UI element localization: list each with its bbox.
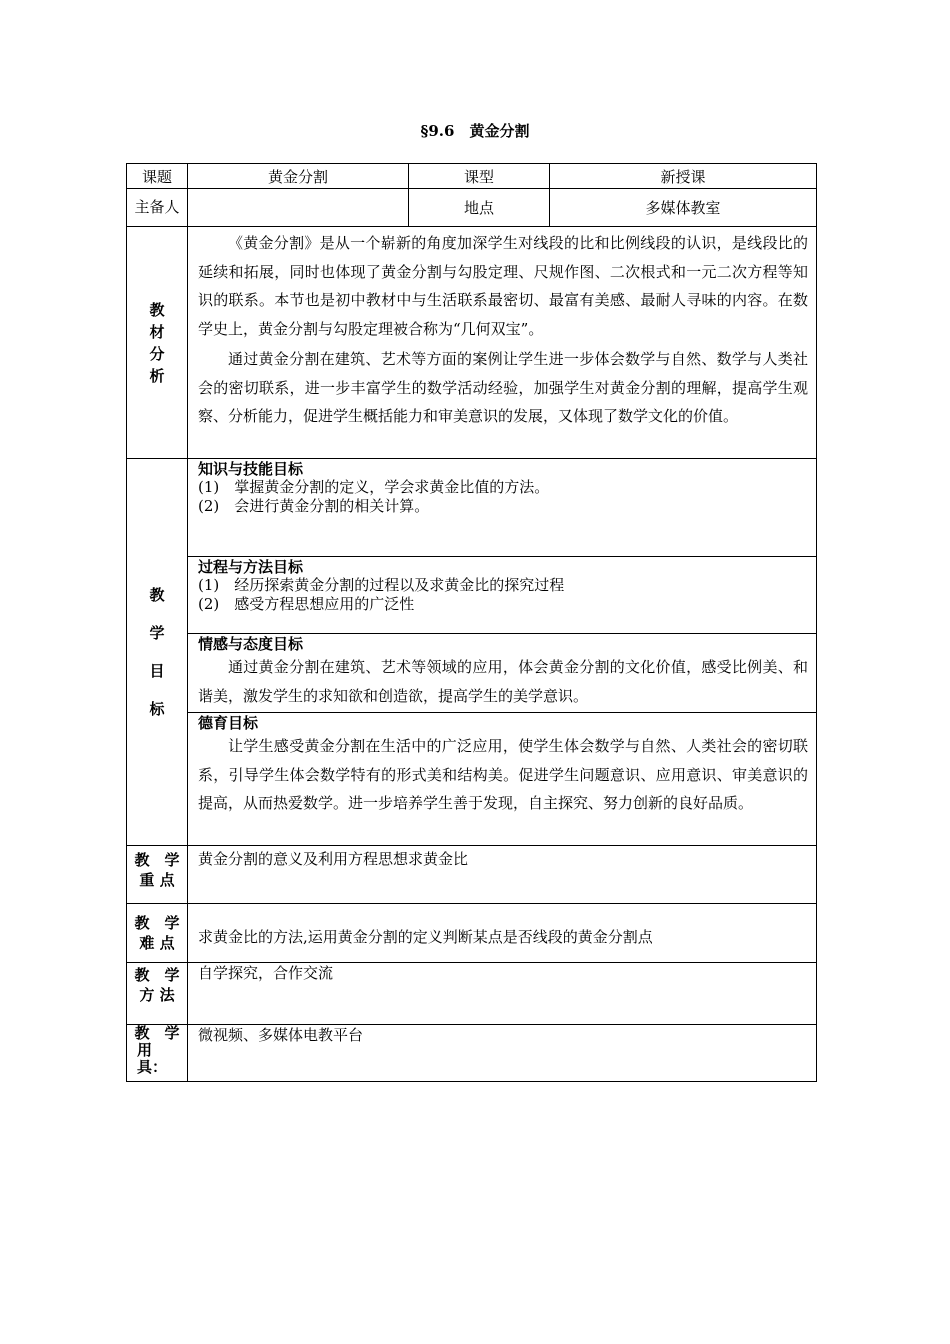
goals-moral-row: [127, 713, 817, 846]
goals-emotion-row: [127, 634, 817, 713]
analysis-row: [127, 227, 817, 459]
methods-value: 自学探究，合作交流: [188, 963, 817, 1025]
tools-label: 教 学 用 具：: [127, 1025, 188, 1082]
goals-process-row: [127, 557, 817, 634]
knowledge-heading: 知识与技能目标: [198, 460, 304, 478]
knowledge-goals: [188, 459, 817, 557]
emotion-goals: [188, 634, 817, 713]
methods-row: [127, 963, 817, 1025]
moral-text: 让学生感受黄金分割在生活中的广泛应用，使学生体会数学与自然、人类社会的密切联系，引导学生体会数学特有的形式美和结构美。促进学生问题意识、应用意识、审美意识的提高，从而热爱数学。进一步培养学生善于发现，自主探究、努力创新的良好品质。: [198, 737, 808, 812]
moral-goals: [188, 713, 817, 846]
header-row-topic: [127, 164, 817, 189]
process-goals: [188, 557, 817, 634]
topic-value: 黄金分割: [188, 164, 409, 189]
type-label: 课型: [409, 164, 550, 189]
preparer-value: [188, 189, 409, 227]
emotion-text: 通过黄金分割在建筑、艺术等领域的应用，体会黄金分割的文化价值，感受比例美、和谐美，激发学生的求知欲和创造欲，提高学生的美学意识。: [198, 658, 808, 705]
tools-row: [127, 1025, 817, 1082]
type-value: 新授课: [550, 164, 817, 189]
analysis-paragraph: 通过黄金分割在建筑、艺术等方面的案例让学生进一步体会数学与自然、数学与人类社会的密切联系，进一步丰富学生的数学活动经验，加强学生对黄金分割的理解，提高学生观察、分析能力，促进学生概括能力和审美意识的发展，又体现了数学文化的价值。: [198, 350, 808, 425]
goals-knowledge-row: [127, 459, 817, 557]
key-points-row: [127, 846, 817, 904]
difficulties-label: 教 学 难 点: [127, 904, 188, 963]
lesson-plan-table: [126, 163, 817, 1082]
methods-label: 教 学 方 法: [127, 963, 188, 1025]
location-value: 多媒体教室: [550, 189, 817, 227]
analysis-paragraph: 《黄金分割》是从一个崭新的角度加深学生对线段的比和比例线段的认识，是线段比的延续和拓展，同时也体现了黄金分割与勾股定理、尺规作图、二次根式和一元二次方程等知识的联系。本节也是初中教材中与生活联系最密切、最富有美感、最耐人寻味的内容。在数学史上，黄金分割与勾股定理被合称为“几何双宝”。: [198, 234, 808, 338]
difficulties-row: [127, 904, 817, 963]
difficulties-value: 求黄金比的方法,运用黄金分割的定义判断某点是否线段的黄金分割点: [188, 904, 817, 963]
process-item: (1) 经历探索黄金分割的过程以及求黄金比的探究过程: [198, 576, 565, 594]
location-label: 地点: [409, 189, 550, 227]
goals-label: 教 学 目 标: [127, 459, 188, 846]
preparer-label: 主备人: [127, 189, 188, 227]
page-title: §9.6 黄金分割: [420, 122, 530, 140]
analysis-content: [188, 227, 817, 459]
emotion-heading: 情感与态度目标: [198, 635, 304, 653]
process-item: (2) 感受方程思想应用的广泛性: [198, 595, 415, 613]
key-points-value: 黄金分割的意义及利用方程思想求黄金比: [188, 846, 817, 904]
knowledge-item: (2) 会进行黄金分割的相关计算。: [198, 497, 430, 515]
process-heading: 过程与方法目标: [198, 558, 304, 576]
header-row-preparer: [127, 189, 817, 227]
tools-value: 微视频、多媒体电教平台: [188, 1025, 817, 1082]
analysis-label: 教 材 分 析: [127, 227, 188, 459]
moral-heading: 德育目标: [198, 714, 259, 732]
topic-label: 课题: [127, 164, 188, 189]
key-points-label: 教 学 重 点: [127, 846, 188, 904]
knowledge-item: (1) 掌握黄金分割的定义，学会求黄金比值的方法。: [198, 478, 550, 496]
